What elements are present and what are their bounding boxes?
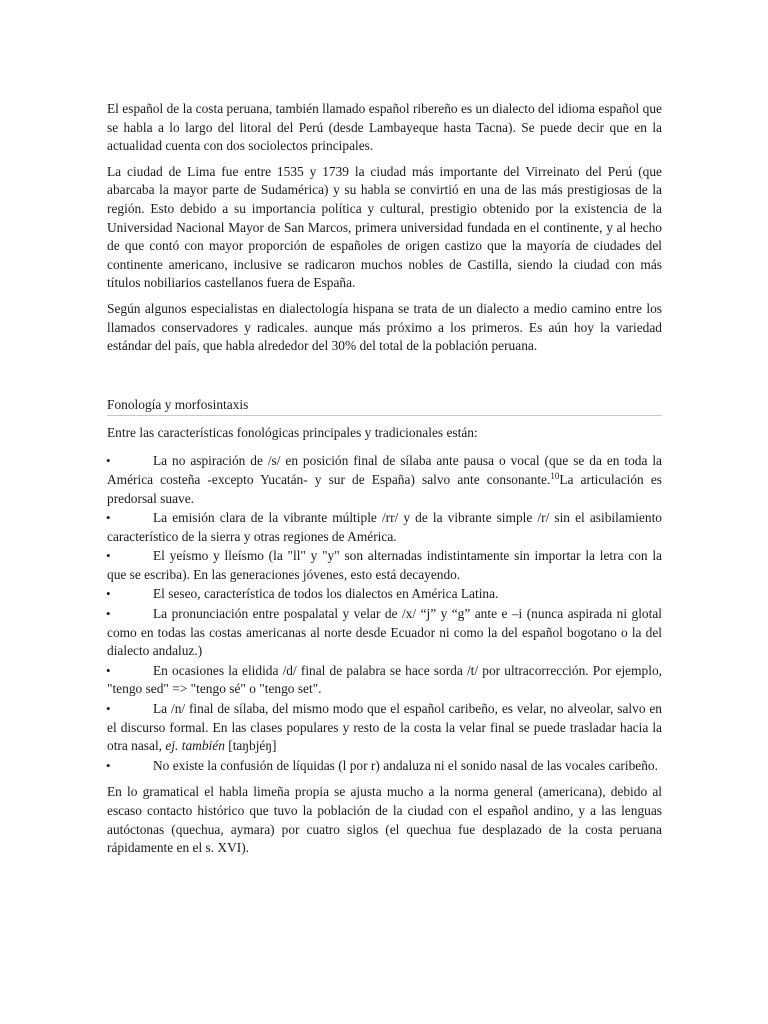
bullet-icon: • [106,701,111,717]
list-item [107,662,662,699]
section-heading: Fonología y morfosintaxis [107,396,662,416]
list-item-text-after: La articulación es predorsal suave. [107,471,662,506]
bullet-icon: • [106,548,111,564]
list-item-text: La /n/ final de sílaba, del mismo modo que el español caribeño, es velar, no alveolar, salvo en el discurso formal. En las clases populares y resto de la costa la velar final se puede trasladar hacia la otra nasal, [107,701,662,754]
list-item-text: La pronunciación entre pospalatal y velar de /x/ “j” y “g” ante e –i (nunca aspirada ni glotal como en todas las costas americanas al norte desde Ecuador ni como la del español bogotano o la del dialecto andaluz.) [107,606,662,659]
list-item-text: La emisión clara de la vibrante múltiple /rr/ y de la vibrante simple /r/ sin el asibilamiento característico de la sierra y otras regiones de América. [107,510,662,544]
bullet-icon: • [106,606,111,622]
list-item [107,547,662,584]
bullet-icon: • [106,510,111,526]
list-item [107,605,662,661]
list-item-text-after: [taŋbjéŋ] [228,738,277,754]
list-item [107,700,662,756]
list-item-text: En ocasiones la elidida /d/ final de palabra se hace sorda /t/ por ultracorrección. Por ejemplo, "tengo sed" => "tengo sé" o "tengo set". [107,662,662,697]
paragraph-lima: La ciudad de Lima fue entre 1535 y 1739 la ciudad más importante del Virreinato del Perú (que abarcaba la mayor parte de Sudamérica) y su habla se convirtió en una de las más prestigiosas de la región. Esto debido a su importancia política y cultural, prestigio obtenido por la existencia de la Universidad Nacional Mayor de San Marcos, primera universidad fundada en el continente, y al hecho de que contó con mayor proporción de españoles de origen castizo que la mayoría de ciudades del continente americano, inclusive se radicaron muchos nobles de Castilla, siendo la ciudad con más títulos nobiliarios castellanos fuera de España. [107,163,662,291]
footnote-link[interactable]: 10 [550,470,560,481]
bullet-icon: • [106,586,111,602]
list-item [107,452,662,508]
list-item-text: El yeísmo y lleísmo (la "ll" y "y" son alternadas indistintamente sin importar la letra con la que se escriba). En las generaciones jóvenes, esto está decayendo. [107,548,662,582]
paragraph-grammar: En lo gramatical el habla limeña propia se ajusta mucho a la norma general (americana), debido al escaso contacto histórico que tuvo la población de la ciudad con el español andino, y a las lenguas autóctonas (quechua, aymara) por cuatro siglos (el quechua fue desplazado de la costa peruana rápidamente en el s. XVI). [107,784,662,856]
document-body [107,100,662,865]
paragraph-intro-1: El español de la costa peruana, también llamado español ribereño es un dialecto del idioma español que se habla a lo largo del litoral del Perú (desde Lambayeque hasta Tacna). Se puede decir que en la actualidad cuenta con dos sociolectos principales. [107,101,662,154]
section-intro: Entre las características fonológicas principales y tradicionales están: [107,424,478,440]
list-item-text: La no aspiración de /s/ en posición final de sílaba ante pausa o vocal (que se da en toda la América costeña -excepto Yucatán- y sur de España) salvo ante consonante. [107,453,662,487]
bullet-icon: • [106,757,111,773]
list-item [107,585,662,604]
list-item-text: No existe la confusión de líquidas (l por r) andaluza ni el sonido nasal de las vocales caribeño. [153,757,658,773]
features-list [107,452,662,775]
list-item-italic: ej. también [165,738,225,754]
list-item [107,757,662,776]
list-item-text: El seseo, característica de todos los dialectos en América Latina. [153,586,499,602]
list-item [107,509,662,546]
bullet-icon: • [106,453,111,469]
bullet-icon: • [106,662,111,678]
paragraph-specialists: Según algunos especialistas en dialectología hispana se trata de un dialecto a medio camino entre los llamados conservadores y radicales. aunque más próximo a los primeros. Es aún hoy la variedad estándar del país, que habla alrededor del 30% del total de la población peruana. [107,300,662,354]
